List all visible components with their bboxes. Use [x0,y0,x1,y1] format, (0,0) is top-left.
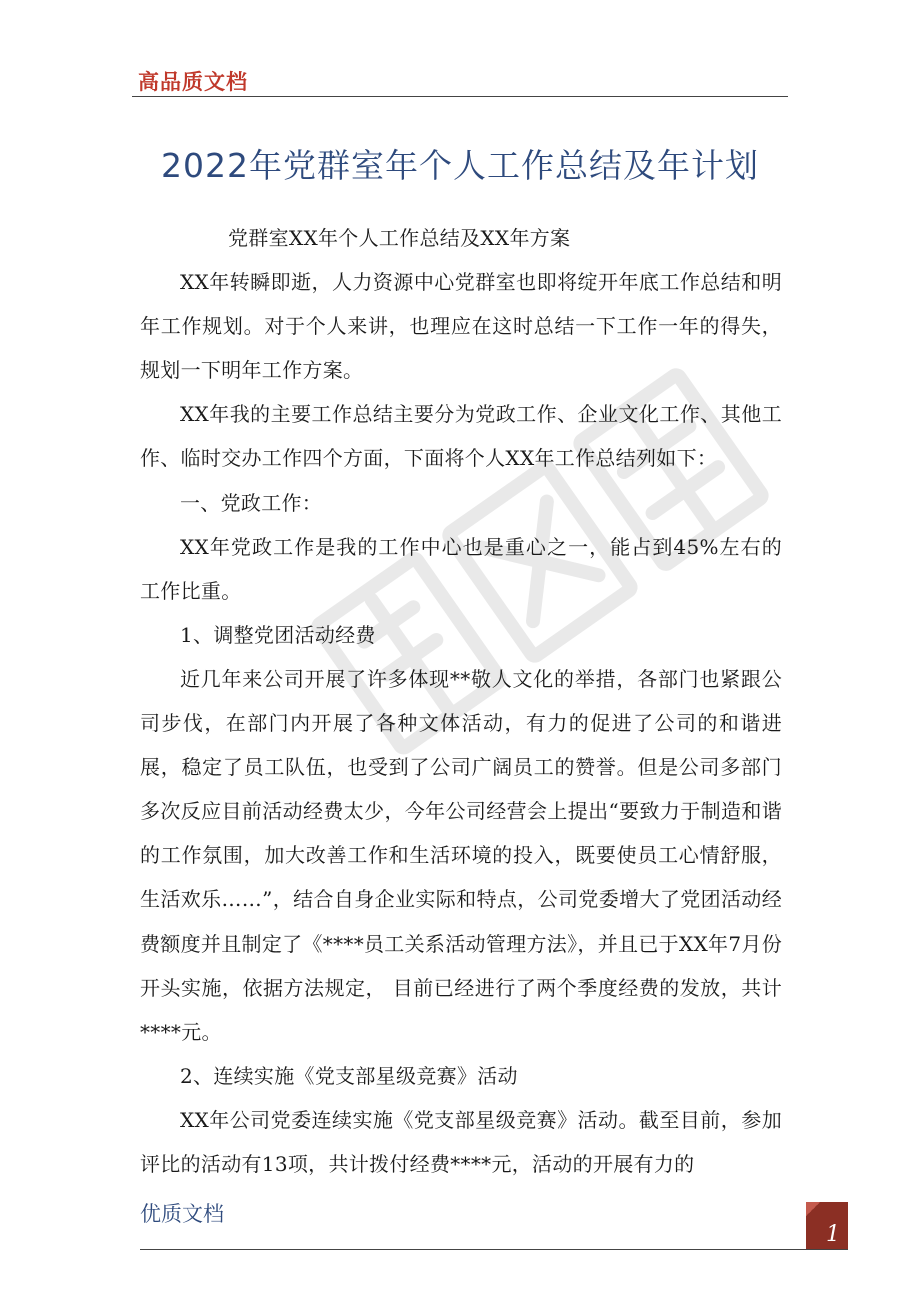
footer-divider [140,1249,848,1250]
header-divider [132,96,788,97]
page-number-badge [806,1202,848,1249]
badge-corner-decoration [806,1202,820,1216]
section-heading: 一、党政工作： [180,490,323,515]
header-label: 高品质文档 [138,70,248,94]
paragraph: XX年我的主要工作总结主要分为党政工作、企业文化工作、其他工作、临时交办工作四个方面，下面将个人XX年工作总结列如下： [140,402,782,471]
document-body [140,216,782,1186]
footer-label: 优质文档 [140,1202,224,1226]
paragraph: 近几年来公司开展了许多体现**敬人文化的举措，各部门也紧跟公司步伐，在部门内开展了各种文体活动，有力的促进了公司的和谐进展，稳定了员工队伍，也受到了公司广阔员工的赞誉。但是公司多部门多次反应目前活动经费太少，今年公司经营会上提出“要致力于制造和谐的工作氛围，加大改善工作和生活环境的投入，既要使员工心情舒服，生活欢乐……”，结合自身企业实际和特点，公司党委增大了党团活动经费额度并且制定了《****员工关系活动管理方法》，并且已于XX年7月份开头实施，依据方法规定， 目前已经进行了两个季度经费的发放，共计****元。 [140,666,782,1044]
paragraph: XX年转瞬即逝，人力资源中心党群室也即将绽开年底工作总结和明年工作规划。对于个人来讲，也理应在这时总结一下工作一年的得失，规划一下明年工作方案。 [140,270,782,383]
subsection-heading: 2、连续实施《党支部星级竞赛》活动 [180,1063,518,1088]
page-number: 1 [826,1222,840,1247]
subsection-heading: 1、调整党团活动经费 [180,622,376,647]
document-title: 2022年党群室年个人工作总结及年计划 [161,146,759,185]
paragraph: XX年党政工作是我的工作中心也是重心之一，能占到45%左右的工作比重。 [140,534,782,603]
document-subtitle: 党群室XX年个人工作总结及XX年方案 [228,226,571,250]
paragraph: XX年公司党委连续实施《党支部星级竞赛》活动。截至目前，参加评比的活动有13项，共计拨付经费****元，活动的开展有力的 [140,1107,782,1176]
